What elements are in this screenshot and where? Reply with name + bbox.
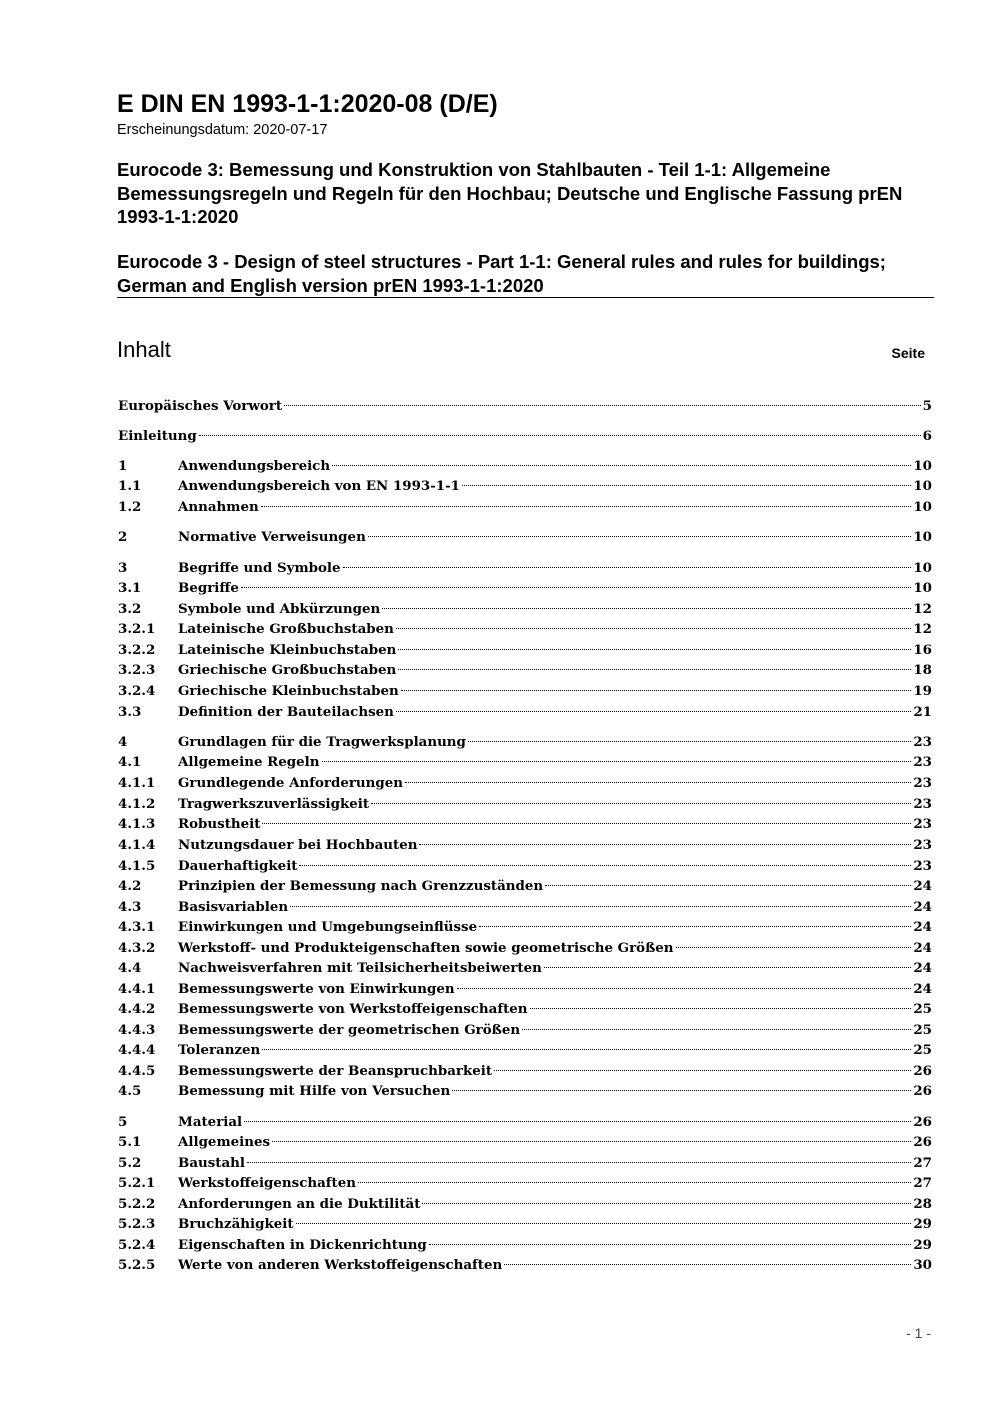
toc-entry-page: 10: [913, 458, 932, 474]
publication-date: Erscheinungsdatum: 2020-07-17: [117, 122, 328, 138]
toc-entry[interactable]: [118, 578, 932, 598]
toc-entry-label: Definition der Bauteilachsen: [178, 704, 394, 720]
toc-entry-page: 24: [913, 981, 932, 997]
toc-entry-label: Nachweisverfahren mit Teilsicherheitsbeiwerten: [178, 960, 542, 976]
toc-entry-number: 3.2.4: [118, 683, 156, 699]
toc-entry[interactable]: [118, 396, 932, 416]
toc-dot-leader: [299, 865, 911, 866]
toc-entry[interactable]: [118, 1020, 932, 1040]
toc-entry-number: 5: [118, 1114, 128, 1130]
toc-entry-label: Dauerhaftigkeit: [178, 858, 298, 874]
toc-entry[interactable]: [118, 1132, 932, 1152]
toc-dot-leader: [545, 885, 911, 886]
toc-entry-page: 16: [913, 642, 932, 658]
toc-entry-label: Griechische Kleinbuchstaben: [178, 683, 399, 699]
toc-dot-leader: [419, 844, 911, 845]
toc-entry[interactable]: [118, 558, 932, 578]
subtitle-german: Eurocode 3: Bemessung und Konstruktion von Stahlbauten - Teil 1-1: Allgemeine Bemessungsregeln und Regeln für den Hochbau; Deutsche und Englische Fassung prEN 1993-1-1:2020: [117, 159, 903, 227]
toc-entry-number: 4.1.4: [118, 837, 156, 853]
toc-entry-number: 4.1.3: [118, 816, 156, 832]
toc-entry-number: 4.4.2: [118, 1001, 156, 1017]
toc-entry-label: Toleranzen: [178, 1042, 261, 1058]
toc-entry[interactable]: [118, 599, 932, 619]
toc-entry-label: Lateinische Kleinbuchstaben: [178, 642, 397, 658]
toc-entry-page: 5: [922, 398, 932, 414]
toc-dot-leader: [396, 711, 912, 712]
toc-entry-page: 10: [913, 529, 932, 545]
toc-entry-page: 23: [913, 775, 932, 791]
toc-entry-label: Anwendungsbereich: [178, 458, 331, 474]
toc-entry-number: 5.2.3: [118, 1216, 156, 1232]
toc-dot-leader: [296, 1223, 912, 1224]
toc-dot-leader: [504, 1264, 911, 1265]
toc-entry-page: 23: [913, 734, 932, 750]
toc-entry-page: 24: [913, 940, 932, 956]
toc-entry-page: 27: [913, 1155, 932, 1171]
toc-entry[interactable]: [118, 1255, 932, 1275]
toc-entry-page: 19: [913, 683, 932, 699]
toc-dot-leader: [272, 1141, 911, 1142]
toc-entry-page: 29: [913, 1237, 932, 1253]
toc-entry-page: 23: [913, 858, 932, 874]
toc-entry[interactable]: [118, 814, 932, 834]
toc-entry-page: 23: [913, 837, 932, 853]
toc-entry[interactable]: [118, 876, 932, 896]
toc-entry-number: 4.1: [118, 754, 142, 770]
toc-dot-leader: [422, 1203, 911, 1204]
toc-dot-leader: [494, 1070, 911, 1071]
toc-entry-number: 5.2.4: [118, 1237, 156, 1253]
toc-entry[interactable]: [118, 897, 932, 917]
toc-dot-leader: [241, 587, 912, 588]
toc-entry-number: 4.1.2: [118, 796, 156, 812]
header-divider: [117, 297, 934, 298]
toc-entry[interactable]: [118, 456, 932, 476]
toc-entry-page: 26: [913, 1083, 932, 1099]
toc-entry-label: Grundlagen für die Tragwerksplanung: [178, 734, 466, 750]
toc-entry-number: 4.1.5: [118, 858, 156, 874]
toc-entry-number: 4.2: [118, 878, 142, 894]
toc-dot-leader: [462, 485, 911, 486]
toc-entry-label: Eigenschaften in Dickenrichtung: [178, 1237, 427, 1253]
toc-entry[interactable]: [118, 1112, 932, 1132]
toc-entry-number: 3.2.1: [118, 621, 156, 637]
toc-entry-page: 10: [913, 580, 932, 596]
toc-entry-number: 5.2: [118, 1155, 142, 1171]
toc-entry-number: 3.3: [118, 704, 142, 720]
toc-entry-number: 4.3.2: [118, 940, 156, 956]
toc-entry[interactable]: [118, 1173, 932, 1193]
toc-entry-label: Allgemeines: [178, 1134, 271, 1150]
toc-entry-number: 4.4.5: [118, 1063, 156, 1079]
toc-entry-label: Einwirkungen und Umgebungseinflüsse: [178, 919, 478, 935]
toc-entry-label: Grundlegende Anforderungen: [178, 775, 403, 791]
toc-entry[interactable]: [118, 1040, 932, 1060]
toc-dot-leader: [262, 823, 911, 824]
toc-entry-number: 4.3.1: [118, 919, 156, 935]
toc-entry-number: 3.2.3: [118, 662, 156, 678]
toc-entry-label: Normative Verweisungen: [178, 529, 366, 545]
toc-entry-label: Basisvariablen: [178, 899, 289, 915]
toc-entry[interactable]: [118, 1061, 932, 1081]
toc-entry-page: 10: [913, 499, 932, 515]
toc-dot-leader: [244, 1121, 911, 1122]
toc-entry-page: 6: [922, 428, 932, 444]
toc-entry-number: 4.4.1: [118, 981, 156, 997]
toc-entry-page: 25: [913, 1042, 932, 1058]
toc-entry-label: Anforderungen an die Duktilität: [178, 1196, 421, 1212]
toc-entry-number: 4.1.1: [118, 775, 156, 791]
toc-entry[interactable]: [118, 999, 932, 1019]
toc-dot-leader: [382, 608, 911, 609]
toc-dot-leader: [452, 1090, 911, 1091]
toc-entry-label: Bemessungswerte der Beanspruchbarkeit: [178, 1063, 493, 1079]
toc-entry-page: 21: [913, 704, 932, 720]
toc-entry-page: 23: [913, 796, 932, 812]
toc-entry-page: 23: [913, 816, 932, 832]
toc-dot-leader: [479, 926, 911, 927]
toc-entry-label: Baustahl: [178, 1155, 245, 1171]
toc-entry-page: 24: [913, 878, 932, 894]
toc-entry[interactable]: [118, 660, 932, 680]
toc-entry-number: 5.2.2: [118, 1196, 156, 1212]
toc-entry-page: 26: [913, 1114, 932, 1130]
toc-entry-page: 23: [913, 754, 932, 770]
toc-entry[interactable]: [118, 476, 932, 496]
toc-entry[interactable]: [118, 752, 932, 772]
toc-entry[interactable]: [118, 856, 932, 876]
toc-entry-label: Werkstoff- und Produkteigenschaften sowie geometrische Größen: [178, 940, 674, 956]
footer-page-number: - 1 -: [906, 1325, 931, 1341]
toc-entry-label: Begriffe: [178, 580, 239, 596]
toc-entry-page: 10: [913, 478, 932, 494]
toc-entry-page: 24: [913, 960, 932, 976]
toc-entry-label: Griechische Großbuchstaben: [178, 662, 397, 678]
toc-dot-leader: [544, 967, 911, 968]
toc-entry-page: 29: [913, 1216, 932, 1232]
toc-dot-leader: [522, 1029, 911, 1030]
toc-entry-label: Bruchzähigkeit: [178, 1216, 294, 1232]
toc-entry-label: Einleitung: [118, 428, 197, 444]
toc-entry[interactable]: [118, 1153, 932, 1173]
toc-entry-number: 4.5: [118, 1083, 142, 1099]
toc-entry-page: 26: [913, 1063, 932, 1079]
toc-entry[interactable]: [118, 1214, 932, 1234]
toc-dot-leader: [530, 1008, 912, 1009]
toc-entry-label: Nutzungsdauer bei Hochbauten: [178, 837, 418, 853]
toc-entry-page: 25: [913, 1022, 932, 1038]
toc-entry[interactable]: [118, 1194, 932, 1214]
toc-dot-leader: [676, 947, 912, 948]
toc-entry[interactable]: [118, 497, 932, 517]
toc-dot-leader: [199, 435, 921, 436]
toc-entry[interactable]: [118, 794, 932, 814]
toc-entry-label: Tragwerkszuverlässigkeit: [178, 796, 370, 812]
toc-entry-number: 4: [118, 734, 128, 750]
toc-dot-leader: [247, 1162, 911, 1163]
toc-entry-page: 27: [913, 1175, 932, 1191]
toc-entry-number: 5.2.1: [118, 1175, 156, 1191]
toc-entry-number: 2: [118, 529, 128, 545]
toc-entry[interactable]: [118, 426, 932, 446]
document-title: E DIN EN 1993-1-1:2020-08 (D/E): [117, 90, 498, 118]
toc-entry-label: Material: [178, 1114, 243, 1130]
toc-entry-label: Lateinische Großbuchstaben: [178, 621, 394, 637]
toc-entry-label: Symbole und Abkürzungen: [178, 601, 381, 617]
toc-entry-label: Werkstoffeigenschaften: [178, 1175, 356, 1191]
toc-dot-leader: [284, 405, 921, 406]
toc-entry-label: Bemessung mit Hilfe von Versuchen: [178, 1083, 451, 1099]
toc-entry-page: 30: [913, 1257, 932, 1273]
toc-entry-number: 4.3: [118, 899, 142, 915]
toc-dot-leader: [398, 669, 911, 670]
toc-dot-leader: [396, 628, 911, 629]
toc-entry-label: Anwendungsbereich von EN 1993-1-1: [178, 478, 460, 494]
toc-dot-leader: [468, 741, 911, 742]
toc-dot-leader: [405, 782, 911, 783]
toc-dot-leader: [457, 988, 912, 989]
toc-entry[interactable]: [118, 1081, 932, 1101]
toc-entry[interactable]: [118, 979, 932, 999]
toc-entry-label: Robustheit: [178, 816, 261, 832]
toc-entry-label: Bemessungswerte von Werkstoffeigenschaften: [178, 1001, 528, 1017]
toc-dot-leader: [290, 906, 911, 907]
toc-entry-number: 4.4.4: [118, 1042, 156, 1058]
toc-dot-leader: [401, 690, 912, 691]
toc-entry-number: 4.4.3: [118, 1022, 156, 1038]
toc-entry[interactable]: [118, 702, 932, 722]
toc-entry-number: 4.4: [118, 960, 142, 976]
toc-entry[interactable]: [118, 938, 932, 958]
toc-entry[interactable]: [118, 732, 932, 752]
toc-entry[interactable]: [118, 619, 932, 639]
toc-entry-number: 3.2: [118, 601, 142, 617]
toc-entry-page: 25: [913, 1001, 932, 1017]
toc-entry[interactable]: [118, 773, 932, 793]
toc-entry-label: Bemessungswerte von Einwirkungen: [178, 981, 455, 997]
toc-entry-page: 12: [913, 601, 932, 617]
toc-dot-leader: [322, 761, 912, 762]
toc-entry-page: 12: [913, 621, 932, 637]
toc-entry-page: 24: [913, 899, 932, 915]
toc-entry-label: Allgemeine Regeln: [178, 754, 320, 770]
toc-entry-number: 5.2.5: [118, 1257, 156, 1273]
toc-entry-label: Prinzipien der Bemessung nach Grenzzuständen: [178, 878, 544, 894]
toc-dot-leader: [343, 567, 912, 568]
toc-entry[interactable]: [118, 1235, 932, 1255]
toc-entry[interactable]: [118, 917, 932, 937]
subtitle-english: Eurocode 3 - Design of steel structures - Part 1-1: General rules and rules for buildings; German and English version prEN 1993-1-1:2020: [117, 251, 886, 296]
toc-entry-page: 10: [913, 560, 932, 576]
toc-dot-leader: [262, 1049, 911, 1050]
toc-entry-label: Werte von anderen Werkstoffeigenschaften: [178, 1257, 503, 1273]
toc-entry[interactable]: [118, 681, 932, 701]
toc-entry-label: Europäisches Vorwort: [118, 398, 283, 414]
toc-entry[interactable]: [118, 640, 932, 660]
toc-entry[interactable]: [118, 835, 932, 855]
toc-entry-number: 3.2.2: [118, 642, 156, 658]
toc-entry-label: Annahmen: [178, 499, 259, 515]
toc-page-column-label: Seite: [891, 345, 925, 361]
toc-dot-leader: [358, 1182, 911, 1183]
toc-entry-number: 1: [118, 458, 128, 474]
toc-entry-page: 24: [913, 919, 932, 935]
toc-entry-label: Bemessungswerte der geometrischen Größen: [178, 1022, 521, 1038]
toc-dot-leader: [398, 649, 911, 650]
toc-dot-leader: [429, 1244, 912, 1245]
toc-entry-label: Begriffe und Symbole: [178, 560, 341, 576]
toc-dot-leader: [332, 465, 911, 466]
toc-entry-page: 28: [913, 1196, 932, 1212]
toc-entry-number: 1.1: [118, 478, 142, 494]
toc-dot-leader: [371, 803, 911, 804]
toc-heading: Inhalt: [117, 337, 171, 362]
toc-entry[interactable]: [118, 958, 932, 978]
toc-dot-leader: [368, 536, 912, 537]
toc-entry-number: 1.2: [118, 499, 142, 515]
toc-entry[interactable]: [118, 527, 932, 547]
toc-entry-page: 26: [913, 1134, 932, 1150]
toc-dot-leader: [261, 506, 912, 507]
toc-entry-number: 5.1: [118, 1134, 142, 1150]
toc-entry-page: 18: [913, 662, 932, 678]
toc-entry-number: 3: [118, 560, 128, 576]
toc-entry-number: 3.1: [118, 580, 142, 596]
